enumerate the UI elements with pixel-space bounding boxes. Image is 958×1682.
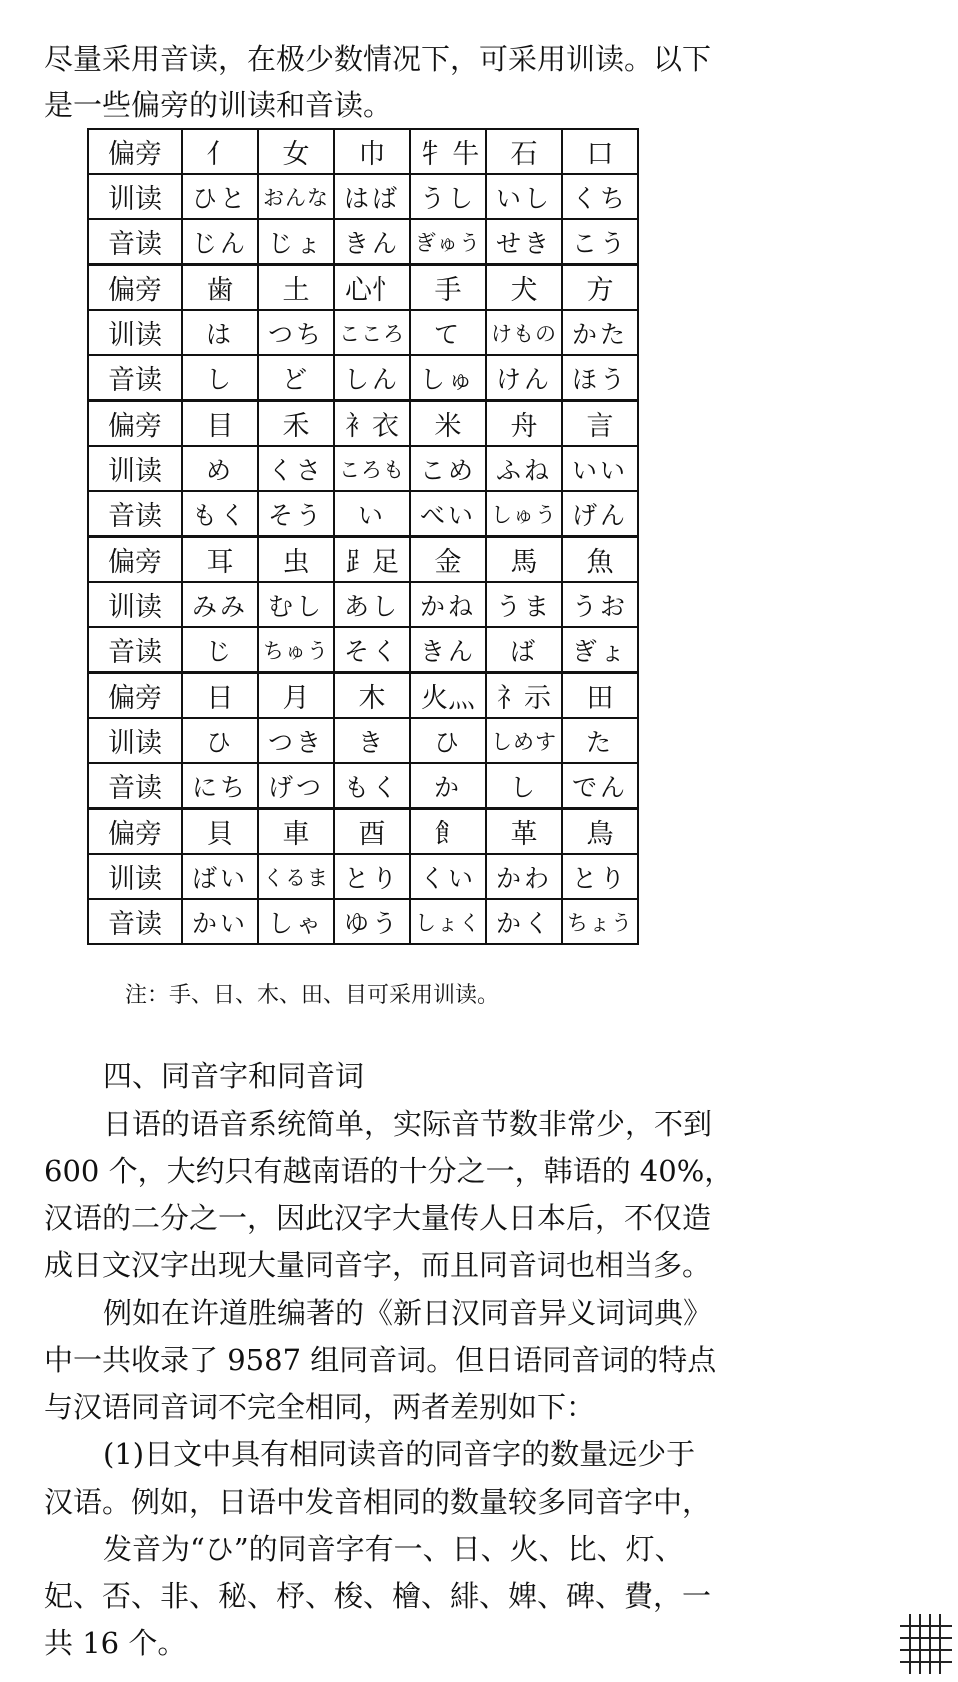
table-cell: かく <box>486 899 562 944</box>
table-cell: 舟 <box>486 401 562 447</box>
table-cell: ひ <box>182 718 258 763</box>
table-cell: はば <box>334 174 410 219</box>
paragraph-line: 600 个，大约只有越南语的十分之一，韩语的 40%， <box>44 1154 734 1188</box>
table-cell: 心忄 <box>334 265 410 311</box>
table-row <box>88 219 638 265</box>
table-cell: 犬 <box>486 265 562 311</box>
table-cell: か <box>410 763 486 809</box>
table-cell: ⻊足 <box>334 537 410 583</box>
paragraph-line: 汉语的二分之一，因此汉字大量传人日本后，不仅造 <box>44 1201 712 1235</box>
table-row <box>88 763 638 809</box>
table-cell: しゅ <box>410 355 486 401</box>
table-cell: ど <box>258 355 334 401</box>
table-cell: 米 <box>410 401 486 447</box>
table-cell: 口 <box>562 129 638 174</box>
table-cell: 馬 <box>486 537 562 583</box>
table-row <box>88 129 638 174</box>
table-row <box>88 355 638 401</box>
table-row <box>88 809 638 855</box>
radical-reading-table <box>87 128 639 945</box>
table-cell: しょく <box>410 899 486 944</box>
table-cell: ほう <box>562 355 638 401</box>
table-cell: きん <box>410 627 486 673</box>
table-cell: とり <box>334 854 410 899</box>
table-cell: 手 <box>410 265 486 311</box>
table-cell: 亻 <box>182 129 258 174</box>
row-label-cell: 音读 <box>88 219 182 265</box>
table-cell: 貝 <box>182 809 258 855</box>
table-cell: にち <box>182 763 258 809</box>
row-label-cell: 训读 <box>88 310 182 355</box>
row-label-cell: 偏旁 <box>88 809 182 855</box>
table-cell: うま <box>486 582 562 627</box>
paragraph-line: 成日文汉字出现大量同音字，而且同音词也相当多。 <box>44 1248 712 1282</box>
paragraph-line: 日语的语音系统简单，实际音节数非常少，不到 <box>103 1107 713 1141</box>
table-cell: 礻示 <box>486 673 562 719</box>
table-cell: うお <box>562 582 638 627</box>
table-cell: ひ <box>410 718 486 763</box>
table-cell: じ <box>182 627 258 673</box>
table-cell: くさ <box>258 446 334 491</box>
paragraph-line: 共 16 个。 <box>44 1626 187 1660</box>
table-cell: つち <box>258 310 334 355</box>
table-cell: ぎょ <box>562 627 638 673</box>
row-label-cell: 训读 <box>88 446 182 491</box>
table-cell: じん <box>182 219 258 265</box>
table-row <box>88 310 638 355</box>
table-cell: げつ <box>258 763 334 809</box>
table-row <box>88 491 638 537</box>
table-cell: 酉 <box>334 809 410 855</box>
paragraph-line: 发音为“ひ”的同音字有一、日、火、比、灯、 <box>103 1532 684 1566</box>
table-row <box>88 174 638 219</box>
table-cell: おんな <box>258 174 334 219</box>
table-cell: くい <box>410 854 486 899</box>
table-cell: き <box>334 718 410 763</box>
table-cell: かい <box>182 899 258 944</box>
table-cell: こめ <box>410 446 486 491</box>
table-cell: しめす <box>486 718 562 763</box>
table-cell: た <box>562 718 638 763</box>
table-cell: せき <box>486 219 562 265</box>
row-label-cell: 音读 <box>88 355 182 401</box>
table-row <box>88 673 638 719</box>
table-cell: いい <box>562 446 638 491</box>
paragraph-line: 中一共收录了 9587 组同音词。但日语同音词的特点 <box>44 1343 717 1377</box>
table-cell: 火灬 <box>410 673 486 719</box>
paragraph-line: 妃、否、非、秘、杼、梭、檜、緋、婢、碑、費，一 <box>44 1579 712 1613</box>
paragraph-line: (1)日文中具有相同读音的同音字的数量远少于 <box>103 1437 696 1471</box>
table-cell: ぎゅう <box>410 219 486 265</box>
table-row <box>88 265 638 311</box>
table-cell: かね <box>410 582 486 627</box>
table-cell: 鳥 <box>562 809 638 855</box>
intro-line-1: 尽量采用音读，在极少数情况下，可采用训读。以下 <box>44 42 712 76</box>
table-cell: ふね <box>486 446 562 491</box>
table-cell: かわ <box>486 854 562 899</box>
table-cell: むし <box>258 582 334 627</box>
table-cell: 魚 <box>562 537 638 583</box>
table-cell: し <box>182 355 258 401</box>
table-cell: 月 <box>258 673 334 719</box>
row-label-cell: 偏旁 <box>88 537 182 583</box>
table-cell: そう <box>258 491 334 537</box>
table-cell: とり <box>562 854 638 899</box>
table-cell: こう <box>562 219 638 265</box>
table-cell: 女 <box>258 129 334 174</box>
row-label-cell: 偏旁 <box>88 265 182 311</box>
table-cell: 耳 <box>182 537 258 583</box>
row-label-cell: 音读 <box>88 899 182 944</box>
table-row <box>88 899 638 944</box>
table-cell: 日 <box>182 673 258 719</box>
row-label-cell: 偏旁 <box>88 401 182 447</box>
table-cell: ころも <box>334 446 410 491</box>
table-cell: 田 <box>562 673 638 719</box>
section-heading: 四、同音字和同音词 <box>103 1059 365 1093</box>
table-cell: 歯 <box>182 265 258 311</box>
table-cell: 木 <box>334 673 410 719</box>
table-cell: 虫 <box>258 537 334 583</box>
paragraph-line: 例如在许道胜编著的《新日汉同音异义词词典》 <box>103 1296 713 1330</box>
table-cell: 土 <box>258 265 334 311</box>
table-cell: め <box>182 446 258 491</box>
table-cell: ちゅう <box>258 627 334 673</box>
table-cell: もく <box>182 491 258 537</box>
table-cell: 革 <box>486 809 562 855</box>
row-label-cell: 训读 <box>88 854 182 899</box>
table-cell: けもの <box>486 310 562 355</box>
table-cell: こころ <box>334 310 410 355</box>
table-cell: て <box>410 310 486 355</box>
row-label-cell: 偏旁 <box>88 129 182 174</box>
row-label-cell: 偏旁 <box>88 673 182 719</box>
table-row <box>88 718 638 763</box>
table-cell: うし <box>410 174 486 219</box>
table-cell: いし <box>486 174 562 219</box>
table-cell: しゃ <box>258 899 334 944</box>
table-row <box>88 537 638 583</box>
table-cell: 目 <box>182 401 258 447</box>
table-cell: げん <box>562 491 638 537</box>
table-cell: 車 <box>258 809 334 855</box>
table-cell: 飠 <box>410 809 486 855</box>
table-row <box>88 854 638 899</box>
table-cell: そく <box>334 627 410 673</box>
row-label-cell: 音读 <box>88 627 182 673</box>
table-cell: 金 <box>410 537 486 583</box>
grid-mark-icon <box>898 1612 954 1676</box>
table-cell: かた <box>562 310 638 355</box>
row-label-cell: 音读 <box>88 763 182 809</box>
table-cell: でん <box>562 763 638 809</box>
table-cell: じょ <box>258 219 334 265</box>
table-cell: あし <box>334 582 410 627</box>
table-cell: 衤衣 <box>334 401 410 447</box>
table-row <box>88 582 638 627</box>
row-label-cell: 训读 <box>88 582 182 627</box>
table-cell: い <box>334 491 410 537</box>
table-cell: けん <box>486 355 562 401</box>
table-row <box>88 401 638 447</box>
table-cell: 巾 <box>334 129 410 174</box>
table-cell: 方 <box>562 265 638 311</box>
table-cell: くち <box>562 174 638 219</box>
table-cell: は <box>182 310 258 355</box>
table-row <box>88 446 638 491</box>
intro-line-2: 是一些偏旁的训读和音读。 <box>44 88 393 122</box>
table-cell: し <box>486 763 562 809</box>
table-cell: ばい <box>182 854 258 899</box>
paragraph-line: 汉语。例如，日语中发音相同的数量较多同音字中， <box>44 1485 712 1519</box>
paragraph-line: 与汉语同音词不完全相同，两者差别如下： <box>44 1390 596 1424</box>
table-row <box>88 627 638 673</box>
table-cell: きん <box>334 219 410 265</box>
table-cell: べい <box>410 491 486 537</box>
table-cell: ちょう <box>562 899 638 944</box>
table-cell: しゅう <box>486 491 562 537</box>
table-cell: ば <box>486 627 562 673</box>
table-cell: みみ <box>182 582 258 627</box>
table-cell: ゆう <box>334 899 410 944</box>
table-note: 注：手、日、木、田、目可采用训读。 <box>125 983 500 1008</box>
table-cell: つき <box>258 718 334 763</box>
table-cell: くるま <box>258 854 334 899</box>
table-cell: しん <box>334 355 410 401</box>
row-label-cell: 训读 <box>88 174 182 219</box>
table-cell: 禾 <box>258 401 334 447</box>
table-cell: 牜 牛 <box>410 129 486 174</box>
table-cell: もく <box>334 763 410 809</box>
table-cell: 石 <box>486 129 562 174</box>
row-label-cell: 音读 <box>88 491 182 537</box>
row-label-cell: 训读 <box>88 718 182 763</box>
table-cell: 言 <box>562 401 638 447</box>
table-cell: ひと <box>182 174 258 219</box>
